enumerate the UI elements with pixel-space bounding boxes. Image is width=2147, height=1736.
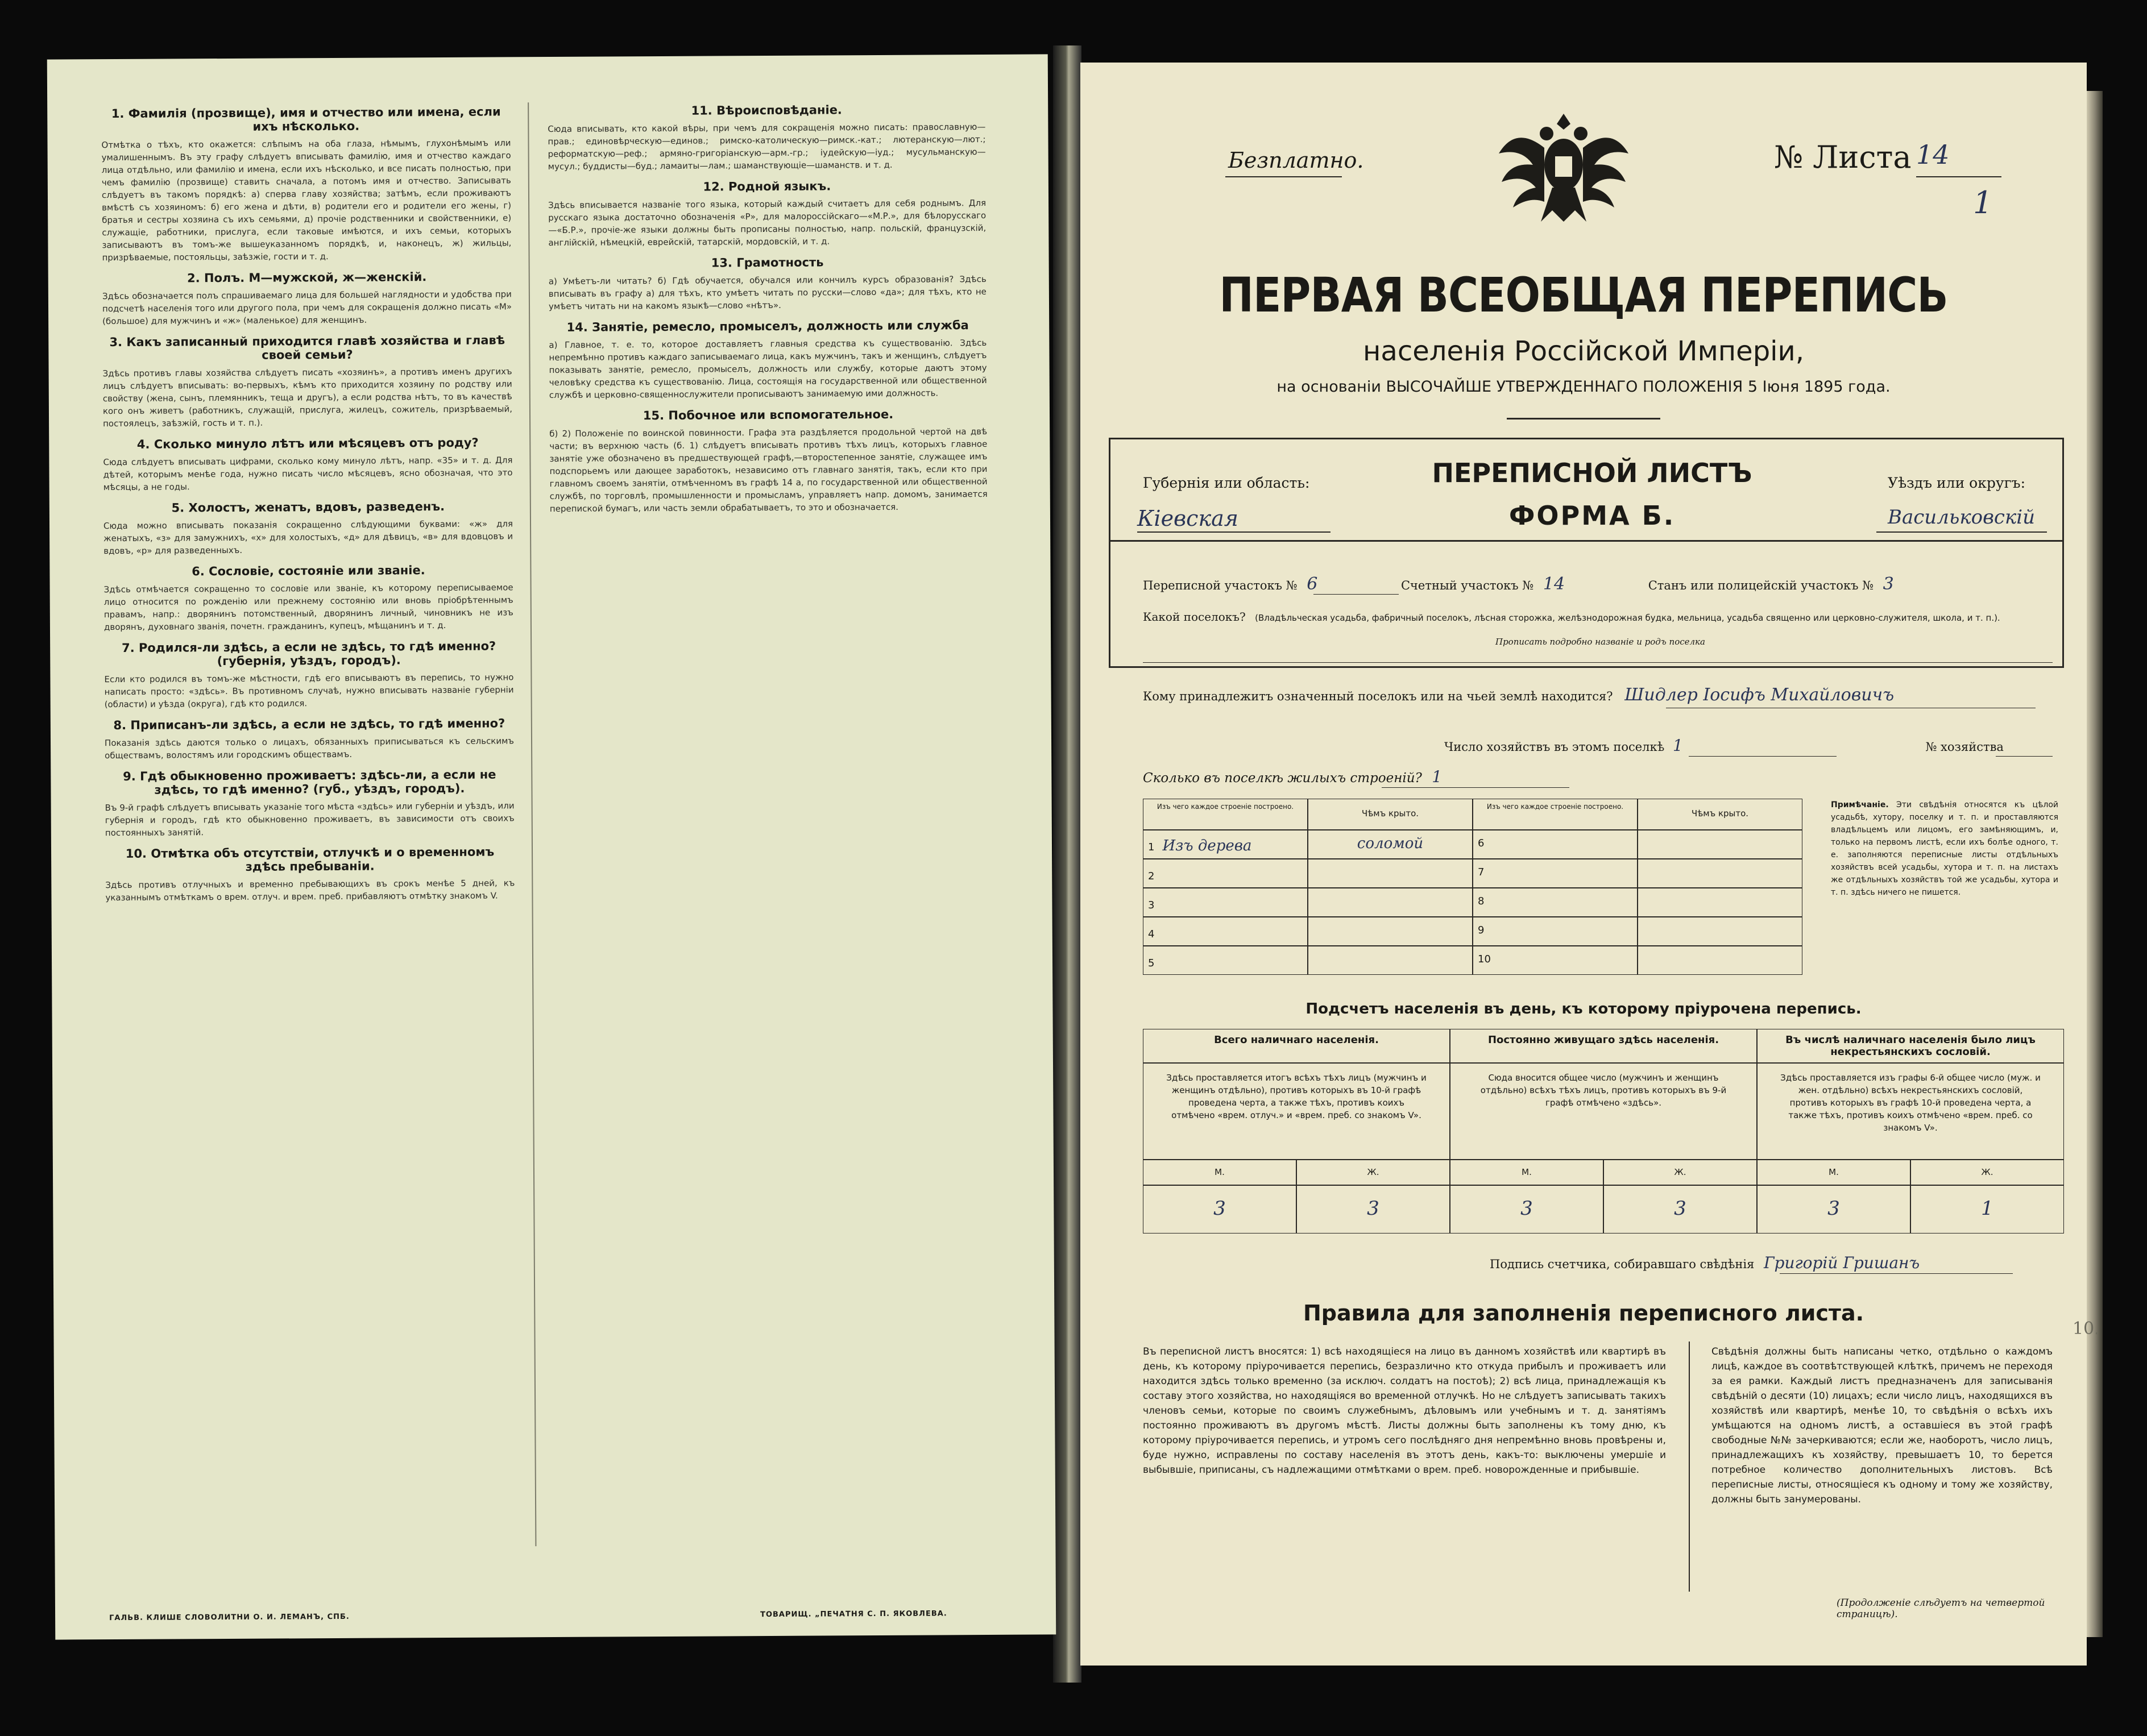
building-row-number: 8	[1478, 895, 1485, 907]
instruction-heading: 13. Грамотность	[711, 255, 824, 270]
instruction-text: Здѣсь вписывается названіе того языка, который каждый считаетъ для себя роднымъ. Для русскаго языка достаточно обозначенія «Р», для малороссійскаго—«М.Р.», для бѣлорусскаго—«Б.Р.», прочіе-же языки должны быть прописаны полностью, напр. польскій, французскій, англійскій, нѣмецкій, еврейскій, татарскій, мордовскій, и т. д.	[548, 197, 987, 248]
camp-value: 3	[1883, 574, 1894, 594]
households-row	[1444, 736, 2004, 755]
male-label: М.	[1450, 1160, 1603, 1185]
building-material: Изъ дерева	[1162, 837, 1252, 854]
households-value: 1	[1672, 736, 1683, 755]
book-spine	[1053, 45, 1081, 1683]
male-count: 3	[1827, 1197, 1840, 1220]
count-column-head: Постоянно живущаго здѣсь населенія.	[1450, 1029, 1757, 1063]
free-label: Безплатно.	[1228, 148, 1364, 173]
instruction-heading: 9. Гдѣ обыкновенно проживаетъ: здѣсь-ли, а если не здѣсь, то гдѣ именно? (губ., уѣздъ, городъ).	[123, 767, 496, 797]
left-page-instructions	[47, 54, 1056, 1639]
rules-continuation: (Продолженіе слѣдуетъ на четвертой страницѣ).	[1837, 1597, 2045, 1620]
column-divider	[528, 102, 536, 1546]
census-area-value: 6	[1307, 574, 1318, 594]
rules-title: Правила для заполненія переписного листа.	[1303, 1301, 1864, 1326]
bt-header-2: Чѣмъ крыто.	[1308, 799, 1473, 830]
imprint-right: ТОВАРИЩ. „ПЕЧАТНЯ С. П. ЯКОВЛЕВА.	[760, 1609, 947, 1619]
form-subtitle: ФОРМА Б.	[1508, 500, 1676, 531]
building-row-number: 2	[1148, 870, 1155, 882]
instruction-text: б) 2) Положеніе по воинской повинности. Графа эта раздѣляется продольной чертой на двѣ части; въ верхнюю часть (б. 1) слѣдуетъ вписывать противъ тѣхъ лицъ, которыхъ главное занятіе уже обозначено въ предшествующей графѣ,—второстепенное занятіе, служащее имъ подспорьемъ или дающее заработокъ, независимо отъ главнаго занятія, такъ, если кто при главномъ своемъ занятіи, отмѣченномъ въ графѣ 14 а, по государственной или общественной службѣ, по торговлѣ, промышленности и промысламъ, управляетъ напр. домомъ, занимается перепиской бумагъ, или часть земли обрабатываетъ, то это и обозначается.	[549, 426, 988, 514]
note-head: Примѣчаніе.	[1831, 800, 1889, 809]
buildings-label: Сколько въ поселкѣ жилыхъ строеній?	[1143, 771, 1422, 786]
instruction-heading: 7. Родился-ли здѣсь, а если не здѣсь, то гдѣ именно? (губернія, уѣздъ, городъ).	[122, 639, 496, 668]
settlement-hint-2: Прописать подробно названіе и родъ поселка	[1495, 637, 1705, 647]
count-column-desc: Здѣсь проставляется изъ графы 6-й общее число (муж. и жен. отдѣльно) всѣхъ некрестьянскихъ сословій, противъ которыхъ въ графѣ 10-й проведена черта, а также тѣхъ, противъ коихъ отмѣчено «врем. преб. со знакомъ V».	[1757, 1063, 2064, 1160]
male-label: М.	[1143, 1160, 1296, 1185]
building-row-number: 6	[1478, 837, 1485, 849]
instruction-heading: 3. Какъ записанный приходится главѣ хозяйства и главѣ своей семьи?	[109, 333, 505, 362]
count-column-head: Въ числѣ наличнаго населенія было лицъ некрестьянскихъ сословій.	[1757, 1029, 2064, 1063]
instruction-text: Здѣсь противъ главы хозяйства слѣдуетъ писать «хозяинъ», а противъ именъ другихъ лицъ слѣдуетъ вписывать: во-первыхъ, кѣмъ кто приходится хозяину по родству или свойству (жена, сынъ, племянникъ, теща и другъ), а если родства нѣтъ, то въ качествѣ кого онъ живетъ (работникъ, служащій, прислуга, жилецъ, сожитель, призрѣваемый, постоялецъ, заѣзжій, гость и т. п.).	[102, 366, 513, 429]
signature-value: Григорій Гришанъ	[1764, 1253, 1920, 1272]
count-column-head: Всего наличнаго населенія.	[1143, 1029, 1450, 1063]
census-area-row	[1143, 574, 1894, 594]
instruction-text: Въ 9-й графѣ слѣдуетъ вписывать указаніе того мѣста «здѣсь» или губерніи и уѣздъ, или губернія и городъ, гдѣ кто обыкновенно проживаетъ, въ зависимости отъ своихъ постоянныхъ занятій.	[105, 800, 515, 838]
owner-row	[1143, 685, 1894, 705]
count-column-desc: Сюда вносится общее число (мужчинъ и женщинъ отдѣльно) всѣхъ тѣхъ лицъ, противъ которыхъ въ 9-й графѣ отмѣчено «здѣсь».	[1450, 1063, 1757, 1160]
instruction-heading: 11. Вѣроисповѣданіе.	[691, 103, 842, 118]
instruction-heading: 15. Побочное или вспомогательное.	[643, 407, 894, 423]
note-text: Эти свѣдѣнія относятся къ цѣлой усадьбѣ, хутору, поселку и т. п. и проставляются владѣльцемъ или лицомъ, его замѣняющимъ, и, только на первомъ листѣ, если ихъ болѣе одного, т. е. заполняются переписные листы отдѣльныхъ хозяйствъ всей усадьбы, хутора и т. п. на листахъ же отдѣльныхъ хозяйствъ той же усадьбы, хутора и т. п. здѣсь ничего не пишется.	[1831, 800, 2058, 897]
imprint-left: ГАЛЬВ. КЛИШЕ СЛОВОЛИТНИ О. И. ЛЕМАНЪ, СПБ.	[109, 1612, 350, 1623]
signature-row	[1490, 1253, 1920, 1272]
instruction-heading: 4. Сколько минуло лѣтъ или мѣсяцевъ отъ роду?	[136, 435, 479, 451]
instruction-heading: 2. Полъ. М—мужской, ж—женскій.	[187, 270, 427, 285]
female-label: Ж.	[1603, 1160, 1757, 1185]
owner-label: Кому принадлежитъ означенный поселокъ или на чьей землѣ находится?	[1143, 690, 1613, 703]
bt-header-4: Чѣмъ крыто.	[1638, 799, 1802, 830]
instruction-heading: 1. Фамилія (прозвище), имя и отчество или имена, если ихъ нѣсколько.	[111, 105, 501, 134]
instruction-text: а) Главное, т. е. то, которое доставляетъ главныя средства къ существованію. Здѣсь непремѣнно противъ каждаго записываемаго лица, какъ мужчинъ, такъ и женщинъ, слѣдуетъ показывать занятіе, ремесло, промыселъ, должность или службу, которые даютъ этому человѣку средства къ существованію. Лица, состоящія на государственной или общественной службѣ и церковно-священнослужители прописываютъ занимаемую ими должность.	[549, 337, 987, 401]
edge-number: 10.	[2073, 1319, 2100, 1339]
count-title: Подсчетъ населенія въ день, къ которому пріурочена перепись.	[1305, 1000, 1862, 1017]
bt-header-1: Изъ чего каждое строеніе построено.	[1143, 799, 1308, 830]
settlement-hint: (Владѣльческая усадьба, фабричный поселокъ, лѣсная сторожка, желѣзнодорожная будка, мельница, усадьба священно или церковно-служителя, школа, и т. п.).	[1255, 613, 2000, 623]
building-roof: соломой	[1357, 835, 1424, 852]
building-row-number: 10	[1478, 953, 1491, 965]
rules-divider	[1689, 1342, 1690, 1592]
buildings-table	[1143, 799, 1802, 975]
census-title: ПЕРВАЯ ВСЕОБЩАЯ ПЕРЕПИСЬ	[1219, 267, 1948, 323]
owner-value: Шидлер Іосифъ Михайловичъ	[1624, 685, 1895, 705]
buildings-value: 1	[1432, 767, 1443, 786]
instructions-column-1	[101, 97, 518, 1554]
signature-label: Подпись счетчика, собиравшаго свѣдѣнія	[1490, 1257, 1755, 1271]
settlement-row	[1143, 610, 2000, 624]
census-basis: на основаніи ВЫСОЧАЙШЕ УТВЕРЖДЕННАГО ПОЛОЖЕНІЯ 5 Іюня 1895 года.	[1276, 378, 1891, 396]
camp-label: Станъ или полицейскій участокъ №	[1648, 579, 1874, 592]
instruction-heading: 5. Холостъ, женатъ, вдовъ, разведенъ.	[171, 499, 445, 515]
male-count: 3	[1213, 1197, 1226, 1220]
building-row-number: 9	[1478, 924, 1485, 936]
household-number-label: № хозяйства	[1925, 740, 2004, 754]
building-row-number: 5	[1148, 957, 1155, 969]
instruction-heading: 8. Приписанъ-ли здѣсь, а если не здѣсь, то гдѣ именно?	[113, 716, 505, 733]
province-value: Кіевская	[1137, 506, 1238, 531]
district-value: Васильковскій	[1888, 506, 2036, 529]
double-headed-eagle-emblem	[1490, 102, 1638, 233]
instruction-text: а) Умѣетъ-ли читать? б) Гдѣ обучается, обучался или кончилъ курсъ образованія? Здѣсь вписывать въ графу а) для тѣхъ, кто умѣетъ читать по русски—слово «да»; для тѣхъ, кто не умѣетъ читать ни на какомъ языкѣ—слово «нѣтъ».	[548, 273, 987, 312]
buildings-note	[1831, 799, 2058, 899]
building-row-number: 3	[1148, 899, 1155, 911]
count-area-value: 14	[1543, 574, 1565, 594]
instruction-text: Сюда вписывать, кто какой вѣры, при чемъ для сокращенія можно писать: православную—прав.; единовѣрческую—единов.; римско-католическую—римск.-кат.; лютеранскую—лют.; реформатскую—реф.; армяно-григоріанскую—арм.-гр.; іудейскую—іуд.; мусульманскую—мусул.; буддисты—буд.; ламаиты—лам.; шаманствующіе—шаманств. и т. д.	[548, 121, 986, 172]
form-title: ПЕРЕПИСНОЙ ЛИСТЪ	[1432, 458, 1752, 488]
census-subtitle: населенія Россійской Имперіи,	[1363, 335, 1804, 367]
instruction-heading: 10. Отмѣтка объ отсутствіи, отлучкѣ и о временномъ здѣсь пребываніи.	[125, 845, 495, 874]
households-label: Число хозяйствъ въ этомъ поселкѣ	[1444, 740, 1665, 754]
page-mark: 1	[1973, 185, 1993, 221]
female-label: Ж.	[1910, 1160, 2064, 1185]
male-label: М.	[1757, 1160, 1910, 1185]
female-count: 3	[1367, 1197, 1379, 1220]
count-area-label: Счетный участокъ №	[1400, 579, 1534, 592]
instruction-text: Сюда слѣдуетъ вписывать цифрами, сколько кому минуло лѣтъ, напр. «35» и т. д. Для дѣтей, которымъ менѣе года, нужно писать число мѣсяцевъ, ясно обозначая, что это мѣсяцы, а не годы.	[103, 455, 513, 493]
female-count: 1	[1981, 1197, 1993, 1220]
buildings-row	[1143, 767, 1442, 786]
male-count: 3	[1520, 1197, 1533, 1220]
province-label: Губернія или область:	[1143, 475, 1310, 491]
building-row-number: 1	[1148, 841, 1155, 853]
count-column-desc: Здѣсь проставляется итогъ всѣхъ тѣхъ лицъ (мужчинъ и женщинъ отдѣльно), противъ которыхъ въ 10-й графѣ проведена черта, а также тѣхъ, противъ коихъ отмѣчено «врем. отлуч.» и «врем. преб. со знакомъ V».	[1143, 1063, 1450, 1160]
right-page-census-form	[1080, 63, 2100, 1666]
female-count: 3	[1674, 1197, 1686, 1220]
instruction-heading: 12. Родной языкъ.	[703, 179, 831, 194]
instruction-text: Показанія здѣсь даются только о лицахъ, обязанныхъ приписываться къ сельскимъ обществамъ, волостямъ или городскимъ обществамъ.	[104, 736, 515, 761]
sheet-number-label: № Листа	[1774, 139, 1912, 175]
instruction-text: Здѣсь противъ отлучныхъ и временно пребывающихъ въ срокъ менѣе 5 дней, къ указаннымъ отмѣткамъ о врем. отлуч. и врем. преб. прибавляютъ отмѣтку знакомъ V.	[105, 878, 515, 903]
building-row-number: 4	[1148, 928, 1155, 940]
population-count-table	[1143, 1029, 2064, 1234]
instruction-text: Здѣсь обозначается полъ спрашиваемаго лица для большей наглядности и удобства при подсчетѣ населенія того или другого пола, при чемъ для сокращенія должно писать «М» (большое) для мужчинъ и «ж» (маленькое) для женщинъ.	[102, 289, 512, 327]
rules-right-column: Свѣдѣнія должны быть написаны четко, отдѣльно о каждомъ лицѣ, каждое въ соотвѣтствующей клѣткѣ, причемъ не переходя за ея рамки. Каждый листъ предназначенъ для записыванія свѣдѣній о десяти (10) лицахъ; если число лицъ, находящихся въ хозяйствѣ или квартирѣ, менѣе 10, то свѣдѣнія о всѣхъ ихъ умѣщаются на одномъ листѣ, а оставшіеся въ этой графѣ свободные №№ зачеркиваются; если же, наоборотъ, число лицъ, принадлежащихъ къ хозяйству, превышаетъ 10, то берется потребное количество дополнительныхъ листовъ. Всѣ переписные листы, относящіеся къ одному и тому же хозяйству, должны быть занумерованы.	[1711, 1346, 2053, 1505]
instructions-column-2	[548, 94, 993, 1552]
bt-header-3: Изъ чего каждое строеніе построено.	[1473, 799, 1638, 830]
instruction-text: Здѣсь отмѣчается сокращенно то сословіе или званіе, къ которому переписываемое лицо относится по рожденію или прежнему состоянію или вновь пріобрѣтеннымъ правамъ, напр.: дворянинъ потомственный, дворянинъ личный, чиновникъ не изъ дворянъ, духовнаго званія, почетн. гражданинъ, купецъ, мѣщанинъ и т. д.	[103, 582, 513, 633]
instruction-heading: 14. Занятіе, ремесло, промыселъ, должность или служба	[566, 318, 969, 334]
instruction-text: Если кто родился въ томъ-же мѣстности, гдѣ его вписываютъ въ перепись, то нужно написать просто: «здѣсь». Въ противномъ случаѣ, нужно вписывать названіе губерніи (области) и уѣзда (округа), гдѣ кто родился.	[104, 672, 514, 710]
census-area-label: Переписной участокъ №	[1143, 579, 1298, 592]
instruction-heading: 6. Сословіе, состояніе или званіе.	[192, 563, 425, 579]
female-label: Ж.	[1296, 1160, 1450, 1185]
settlement-label: Какой поселокъ?	[1143, 610, 1246, 624]
instruction-text: Отмѣтка о тѣхъ, кто окажется: слѣпымъ на оба глаза, нѣмымъ, глухонѣмымъ или умалишеннымъ. Въ эту графу слѣдуетъ вписывать фамилію, имя и отчество каждаго лица отдѣльно, или фамилію и имена, если ихъ нѣсколько, и все писать полностью, при чемъ фамилію (прозвище) ставить сначала, а потомъ имя и отчество. Записывать слѣдуетъ въ такомъ порядкѣ: а) сперва главу хозяйства; затѣмъ, если проживаютъ вмѣстѣ съ хозяиномъ: б) его жена и дѣти, в) родители его и родители его жены, г) братья и сестры хозяина съ ихъ семьями, д) прочіе родственники и свойственники, е) служащіе, работники, прислуга, если таковые имѣются, и ихъ семьи, которыхъ записываютъ въ томъ-же вышеуказанномъ порядкѣ, и, наконецъ, ж) жильцы, призрѣваемые, постояльцы, заѣзжіе, гости и т. д.	[101, 138, 512, 263]
rules-left-column: Въ переписной листъ вносятся: 1) всѣ находящіеся на лицо въ данномъ хозяйствѣ или квартирѣ въ день, къ которому пріурочивается перепись, безразлично кто откуда прибылъ и проживаетъ или находится здѣсь только временно (за исключ. солдатъ на постоѣ); 2) всѣ лица, принадлежащія къ составу этого хозяйства, но находящіяся во временной отлучкѣ. Но не слѣдуетъ записывать такихъ членовъ семьи, которые по своимъ служебнымъ, дѣловымъ или учебнымъ и т. д. занятіямъ постоянно проживаютъ въ другомъ мѣстѣ. Листы должны быть заполнены къ тому дню, къ которому пріурочивается перепись, и утромъ сего послѣдняго дня непремѣнно вновь провѣрены и, буде нужно, исправлены по составу населенія въ этотъ день, какъ-то: выключены умершіе и выбывшіе, приписаны, съ надлежащими отмѣтками о врем. преб. новорожденные и прибывшіе.	[1143, 1346, 1666, 1476]
building-row-number: 7	[1478, 866, 1485, 878]
sheet-number-value: 14	[1916, 139, 1950, 170]
instruction-text: Сюда можно вписывать показанія сокращенно слѣдующими буквами: «ж» для женатыхъ, «з» для замужнихъ, «х» для холостыхъ, «д» для дѣвицъ, «в» для вдовцовъ и вдовъ, «р» для разведенныхъ.	[103, 518, 513, 556]
page-stack-edge	[2087, 91, 2103, 1637]
district-label: Уѣздъ или округъ:	[1888, 475, 2025, 491]
